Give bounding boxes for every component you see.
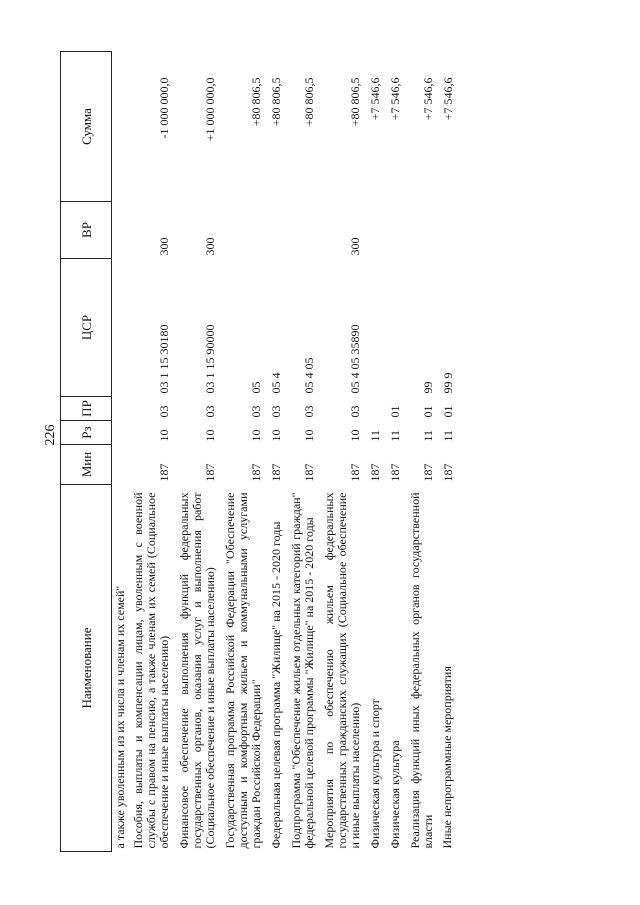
cell-name: Мероприятия по обеспечению жильем федеральных государственных гражданских служащих (Социальное обеспечение и иные выплаты населению) bbox=[322, 492, 362, 849]
cell-sum: +7 546,6 bbox=[441, 77, 455, 121]
cell-rz bbox=[112, 421, 130, 445]
table-row bbox=[366, 52, 386, 852]
cell-csr bbox=[386, 259, 406, 397]
table-row bbox=[320, 52, 366, 852]
cell-sum: +7 546,6 bbox=[368, 77, 382, 121]
cell-name: Финансовое обеспечение выполнения функций федеральных государственных органов, оказания услуг и выполнения работ (Социальное обеспечение и иные выплаты населению) bbox=[177, 492, 217, 849]
cell-min: 187 bbox=[157, 463, 171, 482]
cell-sum: -1 000 000,0 bbox=[157, 77, 171, 139]
cell-sum: +1 000 000,0 bbox=[203, 77, 217, 142]
cell-min: 187 bbox=[441, 463, 455, 482]
cell-vr: 300 bbox=[157, 237, 171, 256]
cell-rz: 10 bbox=[203, 429, 217, 442]
cell-min: 187 bbox=[302, 463, 316, 482]
cell-vr bbox=[439, 202, 459, 259]
cell-pr bbox=[366, 397, 386, 421]
cell-sum: +80 806,5 bbox=[249, 77, 263, 127]
cell-pr: 03 bbox=[348, 405, 362, 418]
cell-pr: 01 bbox=[388, 405, 402, 418]
header-pr: ПР bbox=[61, 397, 112, 421]
table-row bbox=[406, 52, 439, 852]
table-row bbox=[129, 52, 175, 852]
cell-vr bbox=[406, 202, 439, 259]
cell-csr: 05 4 05 35890 bbox=[348, 324, 362, 394]
cell-vr bbox=[267, 202, 287, 259]
header-csr: ЦСР bbox=[61, 259, 112, 397]
table-row bbox=[175, 52, 221, 852]
cell-rz: 10 bbox=[249, 429, 263, 442]
cell-min: 187 bbox=[368, 463, 382, 482]
cell-vr: 300 bbox=[348, 237, 362, 256]
cell-vr: 300 bbox=[203, 237, 217, 256]
cell-csr: 05 bbox=[249, 381, 263, 394]
cell-csr: 99 bbox=[421, 381, 435, 394]
cell-rz: 11 bbox=[388, 429, 402, 442]
cell-pr: 01 bbox=[421, 405, 435, 418]
cell-vr bbox=[221, 202, 267, 259]
cell-min: 187 bbox=[421, 463, 435, 482]
cell-name: Физическая культура и спорт bbox=[368, 699, 382, 849]
cell-min: 187 bbox=[388, 463, 402, 482]
cell-min: 187 bbox=[203, 463, 217, 482]
cell-pr: 01 bbox=[441, 405, 455, 418]
cell-min: 187 bbox=[269, 463, 283, 482]
cell-sum: +80 806,5 bbox=[269, 77, 283, 127]
budget-table bbox=[60, 51, 459, 852]
cell-csr: 03 1 15 30180 bbox=[157, 324, 171, 394]
table-row bbox=[386, 52, 406, 852]
cell-sum: +80 806,5 bbox=[302, 77, 316, 127]
cell-name: Подпрограмма "Обеспечение жильем отдельных категорий граждан" федеральной целевой программы "Жилище" на 2015 - 2020 годы bbox=[289, 492, 316, 849]
table-row bbox=[287, 52, 320, 852]
cell-rz: 11 bbox=[368, 429, 382, 442]
cell-pr: 03 bbox=[269, 405, 283, 418]
cell-csr bbox=[112, 259, 130, 397]
table-row bbox=[267, 52, 287, 852]
cell-rz: 10 bbox=[348, 429, 362, 442]
cell-name: Иные непрограммные мероприятия bbox=[440, 666, 454, 849]
cell-vr bbox=[366, 202, 386, 259]
header-vr: ВР bbox=[61, 202, 112, 259]
cell-name: Пособия, выплаты и компенсации лицам, уволенным с военной службы с правом на пенсию, а также членам их семей (Социальное обеспечение и иные выплаты населению) bbox=[131, 492, 171, 849]
page-number: 226 bbox=[43, 424, 58, 446]
cell-sum: +80 806,5 bbox=[348, 77, 362, 127]
cell-rz: 10 bbox=[302, 429, 316, 442]
cell-csr: 05 4 05 bbox=[302, 357, 316, 394]
cell-pr: 03 bbox=[249, 405, 263, 418]
cell-rz: 10 bbox=[157, 429, 171, 442]
cell-name: а также уволенным из их числа и членам их семей" bbox=[113, 585, 127, 849]
cell-sum bbox=[112, 52, 130, 202]
cell-min: 187 bbox=[348, 463, 362, 482]
header-min: Мин bbox=[61, 445, 112, 485]
cell-vr bbox=[287, 202, 320, 259]
cell-csr: 99 9 bbox=[441, 372, 455, 394]
cell-vr bbox=[112, 202, 130, 259]
table-header-row bbox=[61, 52, 112, 852]
cell-pr: 03 bbox=[302, 405, 316, 418]
cell-name: Государственная программа Российской Федерации "Обеспечение доступным и комфортным жильем и коммунальными услугами граждан Российской Федерации" bbox=[223, 492, 263, 849]
cell-pr bbox=[112, 397, 130, 421]
rotated-page-content bbox=[60, 52, 580, 852]
cell-rz: 11 bbox=[421, 429, 435, 442]
cell-min bbox=[112, 445, 130, 485]
table-row bbox=[112, 52, 130, 852]
table-row bbox=[439, 52, 459, 852]
cell-vr bbox=[386, 202, 406, 259]
cell-sum: +7 546,6 bbox=[388, 77, 402, 121]
cell-name: Реализация функций иных федеральных органов государственной власти bbox=[408, 492, 435, 849]
cell-csr bbox=[366, 259, 386, 397]
cell-name: Физическая культура bbox=[388, 740, 402, 849]
cell-sum: +7 546,6 bbox=[421, 77, 435, 121]
cell-pr: 03 bbox=[157, 405, 171, 418]
cell-rz: 11 bbox=[441, 429, 455, 442]
cell-min: 187 bbox=[249, 463, 263, 482]
header-rz: Рз bbox=[61, 421, 112, 445]
cell-csr: 05 4 bbox=[269, 372, 283, 394]
cell-csr: 03 1 15 90000 bbox=[203, 324, 217, 394]
header-sum: Сумма bbox=[61, 52, 112, 202]
header-name: Наименование bbox=[61, 485, 112, 852]
cell-pr: 03 bbox=[203, 405, 217, 418]
table-row bbox=[221, 52, 267, 852]
cell-name: Федеральная целевая программа "Жилище" на 2015 - 2020 годы bbox=[269, 521, 283, 849]
cell-rz: 10 bbox=[269, 429, 283, 442]
